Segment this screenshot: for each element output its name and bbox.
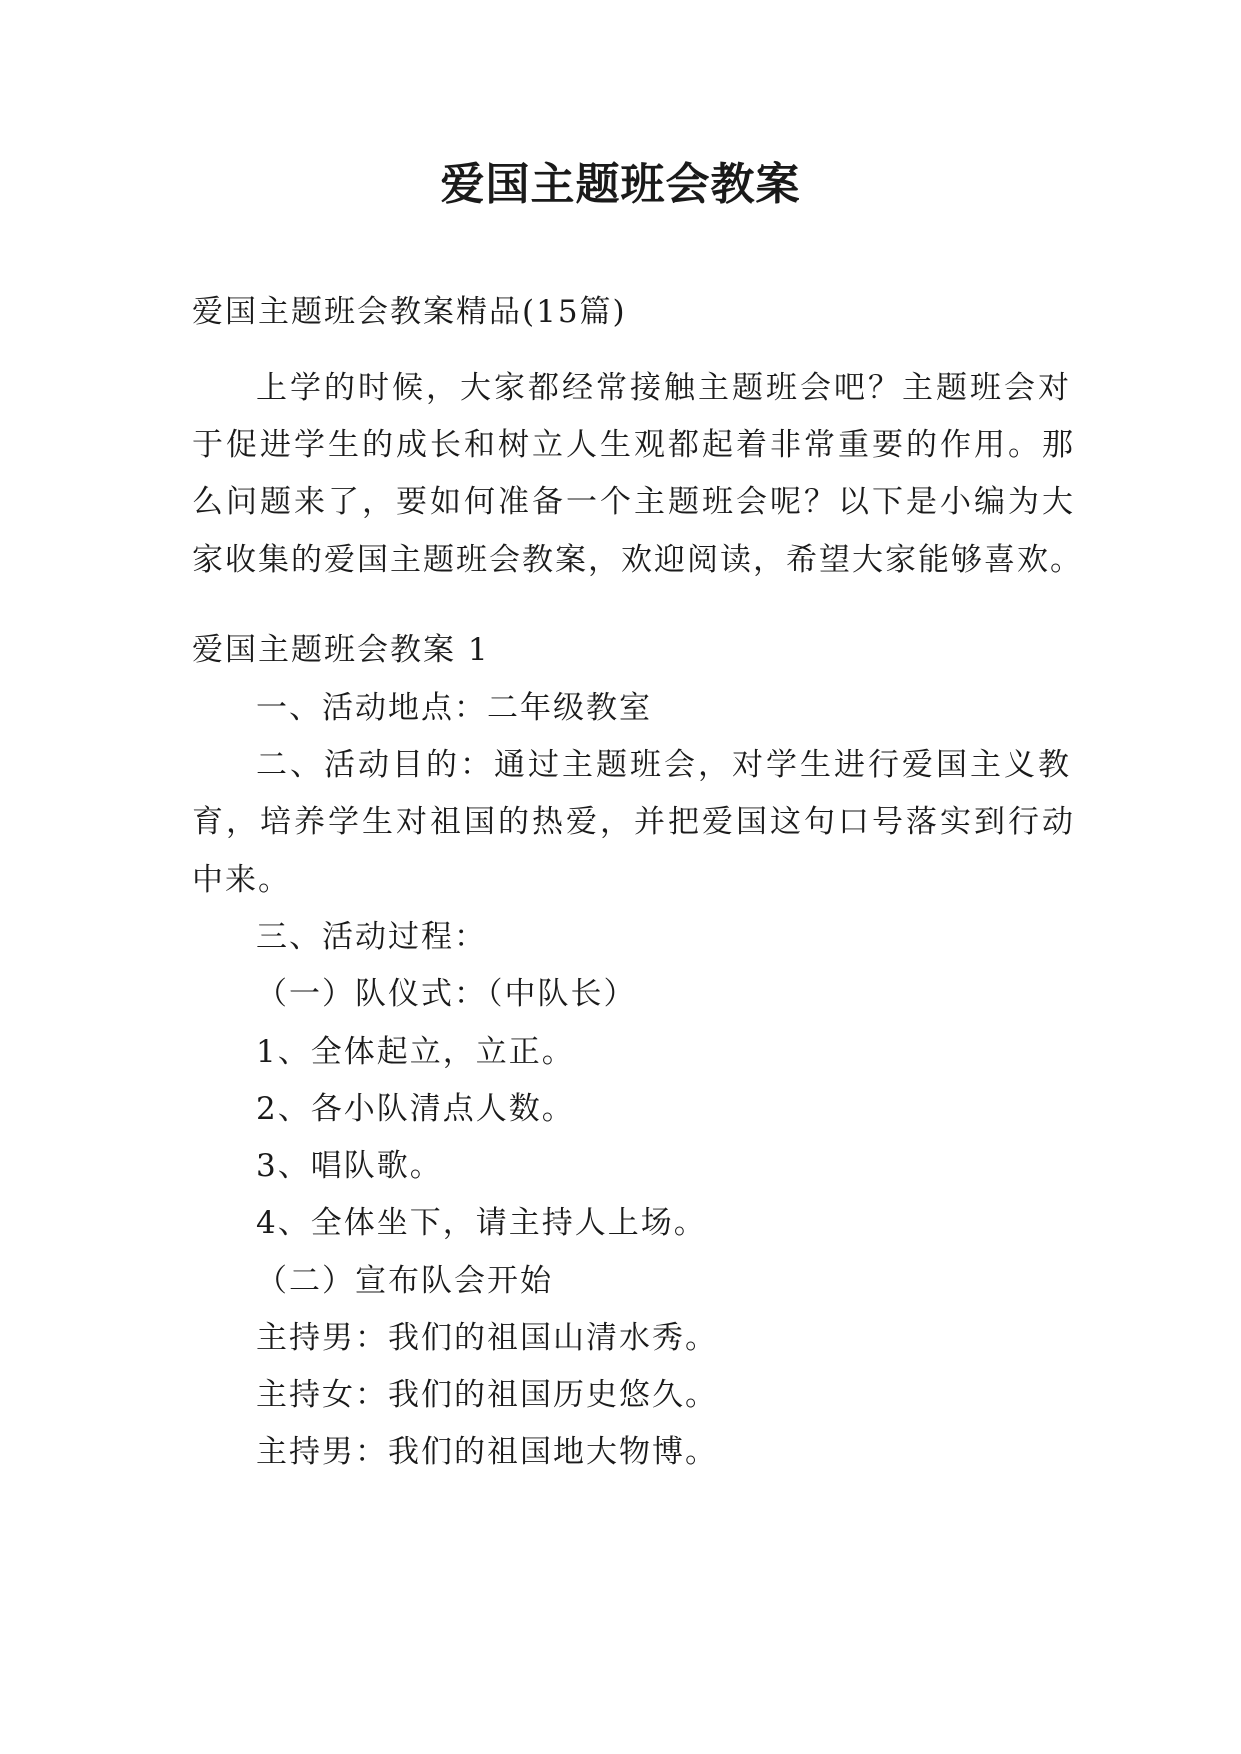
- step1-heading: （一）队仪式：（中队长）: [256, 976, 637, 1012]
- step2-heading: （二）宣布队会开始: [256, 1263, 553, 1299]
- item-process: 三、活动过程：: [256, 919, 487, 955]
- intro-line-3: 么问题来了，要如何准备一个主题班会呢？以下是小编为大: [192, 484, 1076, 520]
- intro-line-2: 于促进学生的成长和树立人生观都起着非常重要的作用。那: [192, 427, 1076, 463]
- section-heading: 爱国主题班会教案 1: [192, 632, 490, 668]
- intro-line-1: 上学的时候，大家都经常接触主题班会吧？主题班会对: [256, 370, 1072, 406]
- purpose-line-2: 育，培养学生对祖国的热爱，并把爱国这句口号落实到行动: [192, 804, 1076, 840]
- list-item: 2、各小队清点人数。: [256, 1091, 575, 1127]
- dialogue-line: 主持男：我们的祖国地大物博。: [256, 1434, 718, 1470]
- purpose-line-3: 中来。: [192, 862, 291, 898]
- document-subtitle: 爱国主题班会教案精品(15篇): [192, 294, 627, 330]
- document-title: 爱国主题班会教案: [440, 159, 801, 210]
- list-item: 1、全体起立，立正。: [256, 1034, 575, 1070]
- item-location: 一、活动地点：二年级教室: [256, 690, 652, 726]
- dialogue-line: 主持男：我们的祖国山清水秀。: [256, 1320, 718, 1356]
- list-item: 3、唱队歌。: [256, 1148, 443, 1184]
- purpose-line-1: 二、活动目的：通过主题班会，对学生进行爱国主义教: [256, 747, 1072, 783]
- list-item: 4、全体坐下，请主持人上场。: [256, 1205, 707, 1241]
- intro-line-4: 家收集的爱国主题班会教案，欢迎阅读，希望大家能够喜欢。: [192, 542, 1083, 578]
- dialogue-line: 主持女：我们的祖国历史悠久。: [256, 1377, 718, 1413]
